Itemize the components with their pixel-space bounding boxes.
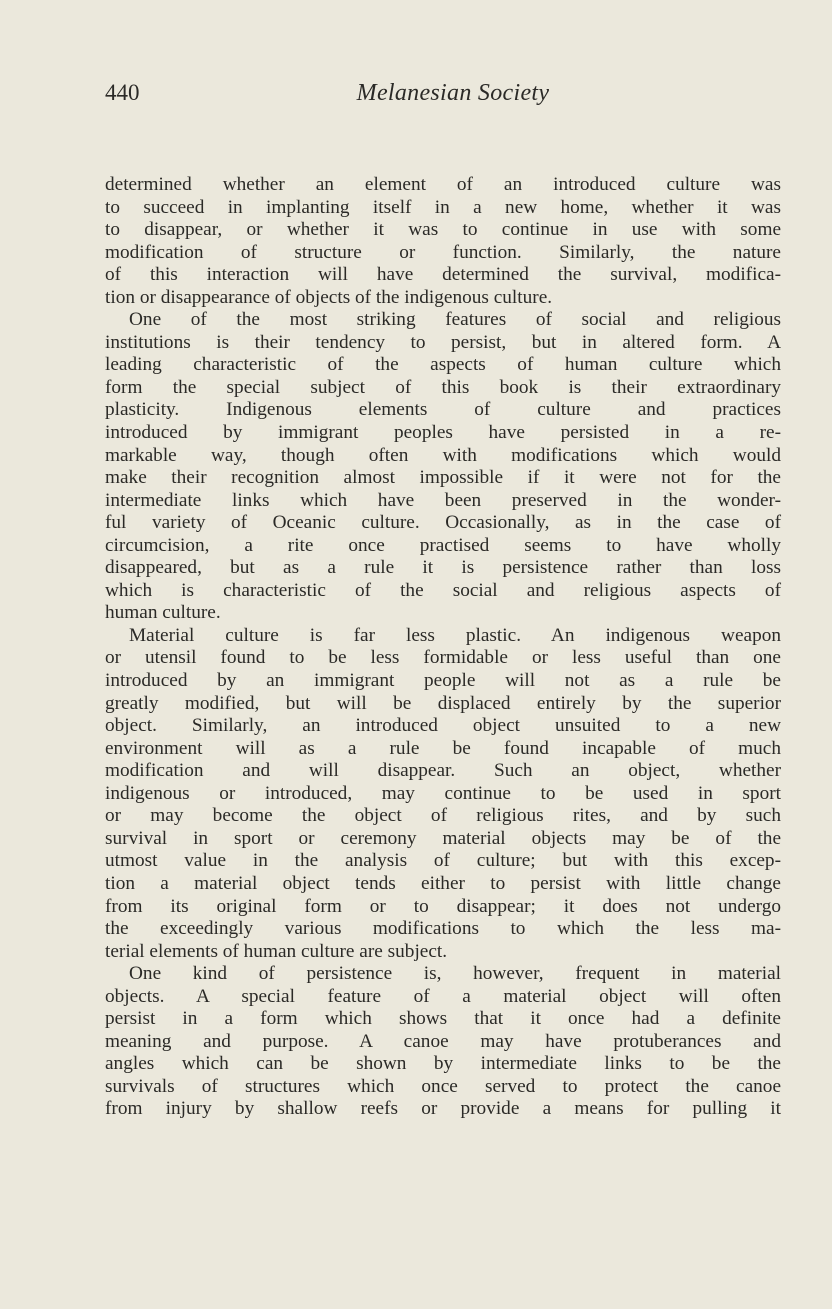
text-line: circumcision, a rite once practised seems to have wholly (105, 534, 781, 556)
text-line: intermediate links which have been preserved in the wonder- (105, 489, 781, 511)
text-line: ful variety of Oceanic culture. Occasionally, as in the case of (105, 512, 781, 534)
text-line: markable way, though often with modifications which would (105, 444, 781, 466)
text-line: angles which can be shown by intermediate links to be the (105, 1053, 781, 1075)
text-line: or may become the object of religious rites, and by such (105, 805, 781, 827)
text-line: utmost value in the analysis of culture; but with this excep- (105, 850, 781, 872)
text-line: survival in sport or ceremony material objects may be of the (105, 827, 781, 849)
text-line: institutions is their tendency to persist, but in altered form. A (105, 331, 781, 353)
text-line: to disappear, or whether it was to continue in use with some (105, 219, 781, 241)
text-line: introduced by an immigrant people will not as a rule be (105, 670, 781, 692)
running-header (105, 80, 781, 112)
paragraph (105, 963, 781, 1121)
text-line: introduced by immigrant peoples have persisted in a re- (105, 422, 781, 444)
text-line: of this interaction will have determined the survival, modifica- (105, 264, 781, 286)
text-line: the exceedingly various modifications to which the less ma- (105, 918, 781, 940)
page-body (105, 174, 781, 1121)
text-line: One kind of persistence is, however, frequent in material (129, 963, 781, 985)
text-line: determined whether an element of an introduced culture was (105, 174, 781, 195)
page-number: 440 (105, 80, 140, 105)
text-line: Material culture is far less plastic. An indigenous weapon (129, 624, 781, 646)
text-line: terial elements of human culture are subject. (105, 940, 448, 962)
text-line: make their recognition almost impossible if it were not for the (105, 467, 781, 489)
text-line: from its original form or to disappear; it does not undergo (105, 895, 781, 917)
text-line: indigenous or introduced, may continue to be used in sport (105, 782, 781, 804)
text-line: human culture. (105, 602, 221, 624)
text-line: tion a material object tends either to persist with little change (105, 872, 781, 894)
text-line: or utensil found to be less formidable or less useful than one (105, 647, 781, 669)
paragraph (105, 309, 781, 625)
text-line: to succeed in implanting itself in a new home, whether it was (105, 196, 781, 218)
text-line: from injury by shallow reefs or provide a means for pulling it (105, 1098, 781, 1120)
paragraph (105, 174, 781, 309)
paragraph (105, 625, 781, 963)
text-line: objects. A special feature of a material object will often (105, 985, 781, 1007)
running-title: Melanesian Society (356, 80, 550, 106)
text-line: One of the most striking features of social and religious (129, 309, 781, 331)
text-line: which is characteristic of the social and religious aspects of (105, 579, 781, 601)
text-line: tion or disappearance of objects of the indigenous culture. (105, 286, 553, 308)
text-line: meaning and purpose. A canoe may have protuberances and (105, 1030, 781, 1052)
text-line: persist in a form which shows that it once had a definite (105, 1008, 781, 1030)
text-line: survivals of structures which once served to protect the canoe (105, 1075, 781, 1097)
text-line: object. Similarly, an introduced object unsuited to a new (105, 715, 781, 737)
text-line: environment will as a rule be found incapable of much (105, 737, 781, 759)
text-line: plasticity. Indigenous elements of culture and practices (105, 399, 781, 421)
text-line: disappeared, but as a rule it is persistence rather than loss (105, 557, 781, 579)
text-line: greatly modified, but will be displaced entirely by the superior (105, 692, 781, 714)
text-line: leading characteristic of the aspects of human culture which (105, 354, 781, 376)
text-line: modification and will disappear. Such an object, whether (105, 760, 781, 782)
text-line: modification of structure or function. Similarly, the nature (105, 241, 781, 263)
text-line: form the special subject of this book is their extraordinary (105, 376, 781, 398)
